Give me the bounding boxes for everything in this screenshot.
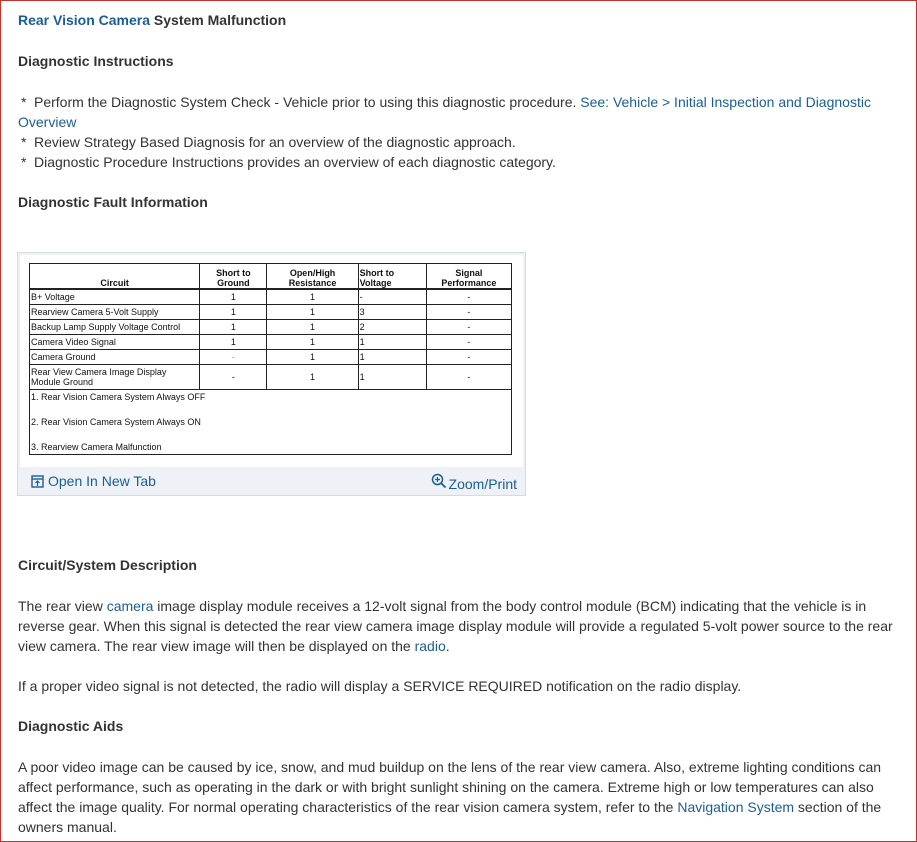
diag-instructions-heading: Diagnostic Instructions (18, 53, 174, 69)
title-link[interactable]: Rear Vision Camera (18, 12, 151, 28)
table-row: Rear View Camera Image Display Module Ground - 1 1 - (30, 365, 512, 390)
col-header: Circuit (30, 264, 200, 290)
table-notes-row (30, 390, 512, 455)
vehicle-inspection-link[interactable]: See: Vehicle > Initial Inspection and Diagnostic Overview (18, 94, 871, 130)
table-row: Camera Video Signal 1 1 1 - (30, 335, 512, 350)
circuit-desc-paragraph: The rear view camera image display module receives a 12-volt signal from the body control module (BCM) indicating that the vehicle is in reverse gear. When this signal is detected the rear view camera image display module will provide a regulated 5-volt power source to the rear view camera. The rear view image will then be displayed on the radio. (18, 598, 893, 654)
note: 1. Rear Vision Camera System Always OFF (31, 392, 206, 402)
video-signal-paragraph: If a proper video signal is not detected, the radio will display a SERVICE REQUIRED notification on the radio display. (18, 678, 742, 694)
new-tab-icon (31, 475, 44, 488)
circuit-desc-heading: Circuit/System Description (18, 557, 197, 573)
col-header: Short to Voltage (358, 264, 426, 290)
col-header: Short to Ground (200, 264, 267, 290)
col-header: Open/High Resistance (267, 264, 358, 290)
fault-table (29, 263, 512, 455)
list-item: * Diagnostic Procedure Instructions provides an overview of each diagnostic category. (21, 154, 556, 170)
fault-info-heading: Diagnostic Fault Information (18, 194, 208, 210)
fault-table-figure (17, 252, 526, 496)
page-title (18, 12, 286, 28)
camera-link[interactable]: camera (106, 598, 154, 614)
zoom-icon (431, 473, 447, 489)
list-item: * Perform the Diagnostic System Check - Vehicle prior to using this diagnostic procedure. See: Vehicle > Initial Inspection and Diagnostic Overview (18, 94, 871, 130)
diag-aids-paragraph: A poor video image can be caused by ice, snow, and mud buildup on the lens of the rear view camera. Also, extreme lighting conditions can affect performance, such as operating in the dark or with bright sunlight shining on the camera. Extreme high or low temperatures can also affect the image quality. For normal operating characteristics of the rear vision camera system, refer to the Navigation System section of the owners manual. (18, 759, 882, 835)
table-row: Backup Lamp Supply Voltage Control 1 1 2 - (30, 320, 512, 335)
fault-table-image (20, 255, 523, 467)
col-header: Signal Performance (426, 264, 511, 290)
diag-instructions-list (18, 92, 898, 172)
table-row: Camera Ground - 1 1 - (30, 350, 512, 365)
title-rest: System Malfunction (150, 12, 287, 28)
note: 3. Rearview Camera Malfunction (31, 442, 162, 452)
navigation-system-link[interactable]: Navigation System (677, 799, 795, 815)
list-item: * Review Strategy Based Diagnosis for an overview of the diagnostic approach. (21, 134, 516, 150)
note: 2. Rear Vision Camera System Always ON (31, 417, 201, 427)
table-header-row (30, 264, 512, 290)
table-row: Rearview Camera 5-Volt Supply 1 1 3 - (30, 305, 512, 320)
table-row: B+ Voltage 1 1 - - (30, 289, 512, 305)
diag-aids-heading: Diagnostic Aids (18, 718, 124, 734)
figure-toolbar (20, 467, 523, 493)
open-in-new-tab-button[interactable]: Open In New Tab (31, 473, 156, 489)
radio-link[interactable]: radio (414, 638, 446, 654)
zoom-print-button[interactable]: Zoom/Print (431, 470, 517, 492)
